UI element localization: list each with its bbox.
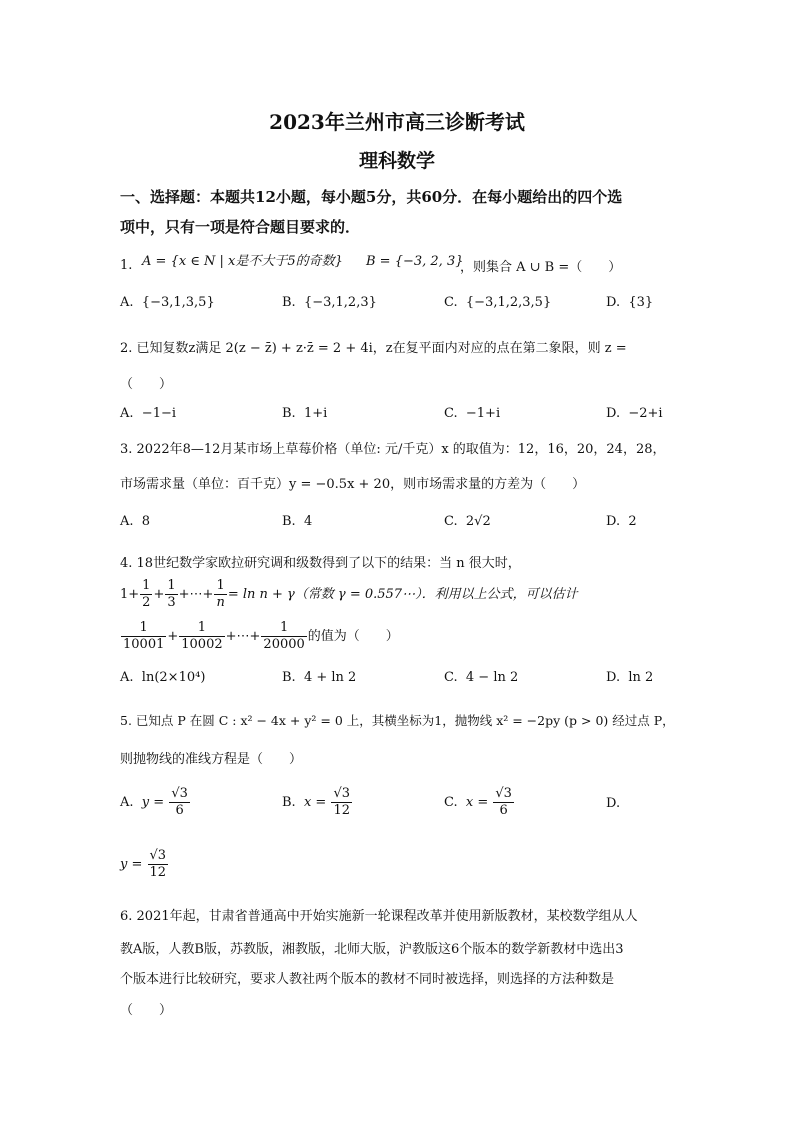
option-label: C. bbox=[444, 406, 458, 421]
option-text: ln 2 bbox=[628, 670, 654, 685]
q5-option-d bbox=[120, 848, 169, 881]
q3-option-a bbox=[120, 514, 150, 529]
q2-answer-paren: （ ） bbox=[120, 377, 173, 392]
option-text: −1+i bbox=[465, 406, 501, 421]
fraction: $\frac{√3}{6}$ bbox=[495, 786, 512, 818]
q1-set-b: B = {−3, 2, 3} bbox=[366, 254, 464, 269]
q4-harmonic-formula: 1+ $\frac{1}{2}$ + $\frac{1}{3}$ +⋯+ $\frac{1}{n}$ = ln n + γ（常数 γ = 0.557⋯）．利用以上公式，可以估计 bbox=[120, 578, 578, 610]
option-text: −1−i bbox=[141, 406, 177, 421]
option-text: 2 bbox=[628, 514, 637, 529]
q3-option-d bbox=[606, 514, 637, 529]
fraction: $\frac{√3}{6}$ bbox=[171, 786, 188, 818]
q3-stem-line1: 3. 2022年8—12月某市场上草莓价格（单位: 元/千克）x 的取值为：12，16，20，24，28， bbox=[120, 442, 666, 457]
q2-option-c bbox=[444, 406, 500, 421]
option-text: 4 bbox=[303, 514, 313, 529]
option-text: {−3,1,3,5} bbox=[141, 295, 215, 310]
q4-formula-tail: = ln n + γ（常数 γ = 0.557⋯）．利用以上公式，可以估计 bbox=[227, 587, 578, 602]
q1-option-b bbox=[282, 295, 377, 310]
section-heading-line1: 一、选择题：本题共12小题，每小题5分，共60分．在每小题给出的四个选 bbox=[120, 188, 623, 206]
q5-option-d-label: D. bbox=[606, 796, 621, 811]
option-label: C. bbox=[444, 670, 458, 685]
option-label: C. bbox=[444, 795, 458, 810]
option-text: −2+i bbox=[628, 406, 663, 421]
option-text: {3} bbox=[628, 295, 654, 310]
q1-number: 1. bbox=[120, 258, 133, 273]
page-subtitle: 理科数学 bbox=[358, 150, 435, 172]
q2-option-b bbox=[282, 406, 327, 421]
fraction: $\frac{1}{20000}$ bbox=[263, 620, 305, 652]
option-text: 4 + ln 2 bbox=[303, 670, 357, 685]
option-label: A. bbox=[120, 295, 134, 310]
q4-option-b bbox=[282, 670, 356, 685]
q1-set-a: A = {x ∈ N | x是不大于5的奇数} bbox=[142, 254, 343, 269]
option-label: D. bbox=[606, 670, 621, 685]
option-text: 1+i bbox=[303, 406, 328, 421]
option-text: {−3,1,2,3,5} bbox=[465, 295, 552, 310]
fraction: $\frac{√3}{12}$ bbox=[333, 786, 351, 818]
q1-option-a bbox=[120, 295, 215, 310]
fraction: $\frac{1}{2}$ bbox=[142, 578, 151, 610]
fraction: $\frac{1}{10002}$ bbox=[181, 620, 223, 652]
q5-stem-line1: 5. 已知点 P 在圆 C : x² − 4x + y² = 0 上，其横坐标为1，抛物线 x² = −2py (p > 0) 经过点 P， bbox=[120, 713, 675, 728]
option-text: 8 bbox=[141, 514, 151, 529]
page-title: 2023年兰州市高三诊断考试 bbox=[269, 110, 525, 134]
q5-option-a bbox=[120, 786, 191, 819]
option-label: B. bbox=[282, 514, 296, 529]
fraction: $\frac{1}{3}$ bbox=[167, 578, 176, 610]
q4-estimate-tail: 的值为（ ） bbox=[307, 629, 399, 644]
q1-option-d bbox=[606, 295, 653, 310]
option-label: D. bbox=[606, 514, 621, 529]
option-label: D. bbox=[606, 295, 621, 310]
q5-option-c bbox=[444, 786, 515, 819]
fraction: $\frac{√3}{12}$ bbox=[149, 848, 167, 880]
q2-stem: 2. 已知复数z满足 2(z − z̄) + z·z̄ = 2 + 4i，z在复平面内对应的点在第二象限，则 z = bbox=[120, 341, 627, 356]
q1-option-c bbox=[444, 295, 551, 310]
option-label: D. bbox=[606, 406, 621, 421]
q6-stem-line3: 个版本进行比较研究，要求人教社两个版本的教材不同时被选择，则选择的方法种数是 bbox=[120, 972, 615, 987]
q4-estimate-expression: $\frac{1}{10001}$ + $\frac{1}{10002}$ +⋯+ $\frac{1}{20000}$ 的值为（ ） bbox=[123, 620, 399, 652]
q6-stem-line2: 教A版，人教B版，苏教版，湘教版，北师大版，沪教版这6个版本的数学新教材中选出3 bbox=[120, 942, 624, 957]
option-lhs: y = bbox=[120, 857, 143, 872]
option-lhs: x = bbox=[303, 795, 327, 810]
fraction: $\frac{1}{10001}$ bbox=[123, 620, 165, 652]
option-text: {−3,1,2,3} bbox=[303, 295, 377, 310]
option-label: A. bbox=[120, 514, 134, 529]
option-text: 4 − ln 2 bbox=[465, 670, 519, 685]
option-lhs: y = bbox=[141, 795, 165, 810]
q6-answer-paren: （ ） bbox=[120, 1003, 173, 1018]
option-label: A. bbox=[120, 795, 134, 810]
option-lhs: x = bbox=[465, 795, 489, 810]
q4-option-d bbox=[606, 670, 653, 685]
option-label: B. bbox=[282, 406, 296, 421]
q4-option-c bbox=[444, 670, 518, 685]
q2-option-a bbox=[120, 406, 176, 421]
option-label: A. bbox=[120, 406, 134, 421]
q4-option-a bbox=[120, 670, 205, 685]
q1-question-tail: ，则集合 A ∪ B =（ ） bbox=[460, 260, 622, 275]
q5-option-b bbox=[282, 786, 353, 819]
option-label: B. bbox=[282, 795, 296, 810]
option-label: C. bbox=[444, 514, 458, 529]
fraction: $\frac{1}{n}$ bbox=[216, 578, 225, 610]
q2-option-d bbox=[606, 406, 663, 421]
option-text: 2√2 bbox=[465, 514, 491, 529]
q5-stem-line2: 则抛物线的准线方程是（ ） bbox=[120, 752, 303, 767]
q6-stem-line1: 6. 2021年起，甘肃省普通高中开始实施新一轮课程改革并使用新版教材，某校数学组从人 bbox=[120, 909, 638, 924]
section-heading-line2: 项中，只有一项是符合题目要求的． bbox=[120, 218, 361, 236]
option-label: B. bbox=[282, 670, 296, 685]
q3-option-b bbox=[282, 514, 312, 529]
option-label: B. bbox=[282, 295, 296, 310]
option-label: A. bbox=[120, 670, 134, 685]
option-label: C. bbox=[444, 295, 458, 310]
option-text: ln(2×10⁴) bbox=[141, 670, 206, 685]
q3-stem-line2: 市场需求量（单位：百千克）y = −0.5x + 20，则市场需求量的方差为（ ） bbox=[120, 477, 586, 492]
q3-option-c bbox=[444, 514, 491, 529]
q4-stem-line1: 4. 18世纪数学家欧拉研究调和级数得到了以下的结果：当 n 很大时， bbox=[120, 556, 521, 571]
